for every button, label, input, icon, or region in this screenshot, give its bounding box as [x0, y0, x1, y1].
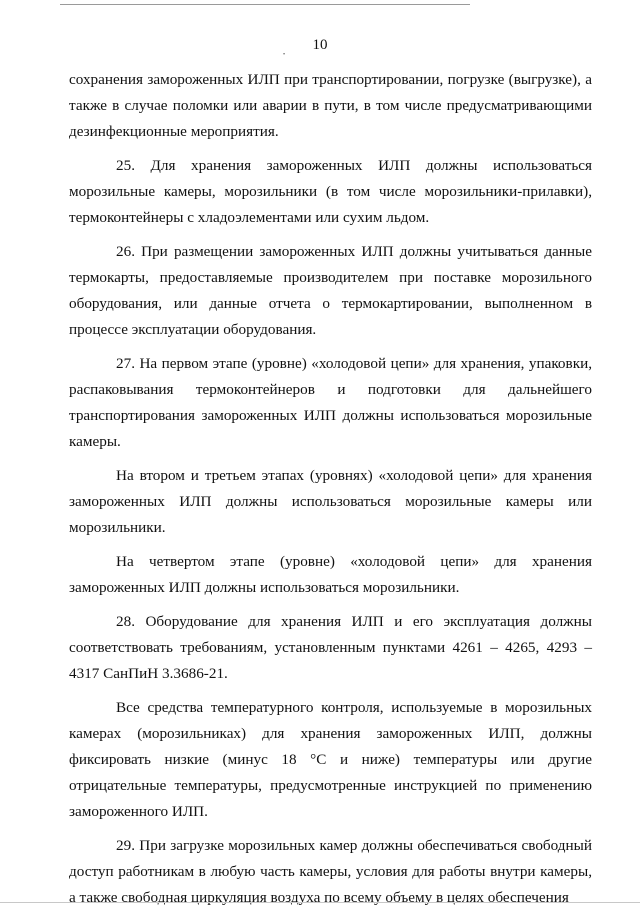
paragraph-27: 27. На первом этапе (уровне) «холодовой цепи» для хранения, упаковки, распаковывания термоконтейнеров и подготовки для дальнейшего транспортирования замороженных ИЛП должны использоваться морозильные камеры. [69, 355, 592, 450]
paragraph-28: 28. Оборудование для хранения ИЛП и его эксплуатация должны соответствовать требованиям, установленным пунктами 4261 – 4265, 4293 – 4317 СанПиН 3.3686-21. [69, 613, 592, 682]
document-body [69, 67, 592, 919]
paragraph-27-fourth-stage: На четвертом этапе (уровне) «холодовой цепи» для хранения замороженных ИЛП должны использоваться морозильники. [69, 553, 592, 596]
paragraph-25: 25. Для хранения замороженных ИЛП должны использоваться морозильные камеры, морозильники (в том числе морозильники-прилавки), термоконтейнеры с хладоэлементами или сухим льдом. [69, 157, 592, 226]
paragraph-28-temperature-control: Все средства температурного контроля, используемые в морозильных камерах (морозильниках) для хранения замороженных ИЛП, должны фиксировать низкие (минус 18 °С и ниже) температуры или другие отрицательные температуры, предусмотренные инструкцией по применению замороженного ИЛП. [69, 699, 592, 820]
scan-edge-top [60, 4, 470, 5]
paragraph-27-second-third-stage: На втором и третьем этапах (уровнях) «холодовой цепи» для хранения замороженных ИЛП должны использоваться морозильные камеры или морозильники. [69, 467, 592, 536]
paragraph-26: 26. При размещении замороженных ИЛП должны учитываться данные термокарты, предоставляемые производителем при поставке морозильного оборудования, или данные отчета о термокартировании, выполненном в процессе эксплуатации оборудования. [69, 243, 592, 338]
scan-speck: • [283, 52, 286, 58]
paragraph-continuation: сохранения замороженных ИЛП при транспортировании, погрузке (выгрузке), а также в случае поломки или аварии в пути, в том числе предусматривающими дезинфекционные мероприятия. [69, 71, 592, 140]
page-number: 10 [312, 37, 328, 53]
scan-edge-bottom [0, 902, 640, 903]
paragraph-29: 29. При загрузке морозильных камер должны обеспечиваться свободный доступ работникам в любую часть камеры, условия для работы внутри камеры, а также свободная циркуляция воздуха по всему объему в целях обеспечения [69, 837, 592, 906]
